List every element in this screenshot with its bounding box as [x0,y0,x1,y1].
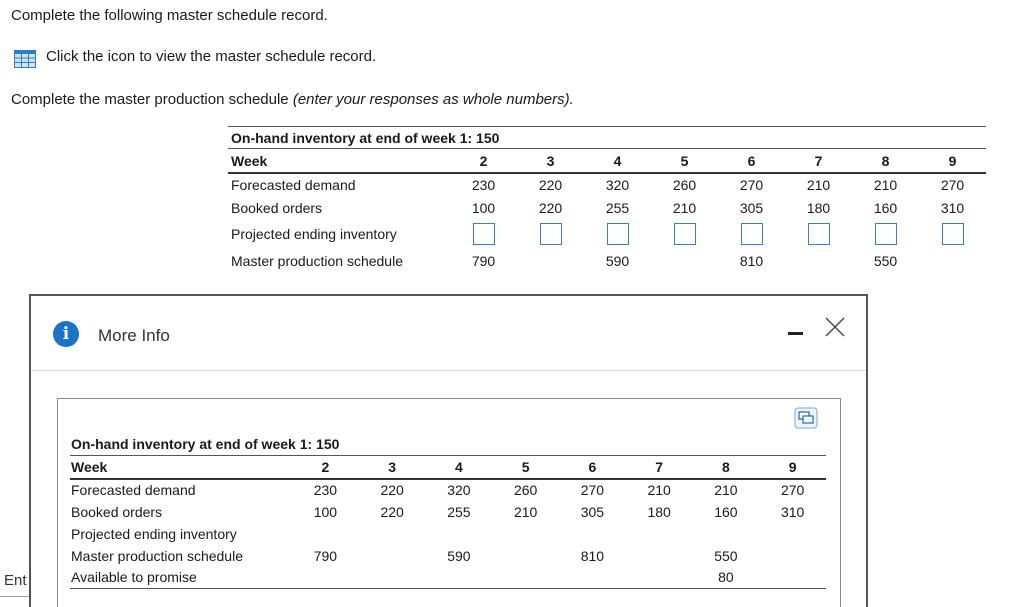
booked-cell: 180 [806,199,831,216]
mps-cell [785,249,852,273]
record-mps-cell: 550 [714,547,738,564]
booked-cell: 310 [940,199,965,216]
record-forecasted-label: Forecasted demand [71,482,196,498]
record-week-cell: 4 [426,456,493,479]
week-cell: 9 [919,149,986,173]
forecasted-demand-row [228,173,986,196]
week-cell: 2 [450,149,517,173]
record-projected-label: Projected ending inventory [71,525,237,542]
record-atp-cell [492,567,559,589]
record-forecasted-cell: 220 [380,482,404,498]
record-empty-cell [759,523,826,545]
forecasted-cell: 220 [538,177,563,193]
projected-inventory-input[interactable] [875,223,897,245]
mps-cell: 550 [873,253,898,269]
record-atp-cell [559,567,626,589]
projected-inventory-input-cell [651,219,718,249]
dialog-header [31,296,866,371]
master-schedule-record [70,433,826,589]
week-cell: 3 [517,149,584,173]
record-week-cell: 8 [693,456,760,479]
record-mps-cell: 590 [447,547,471,564]
week-cell: 4 [584,149,651,173]
projected-inventory-input[interactable] [741,223,763,245]
record-week-cell: 2 [292,456,359,479]
forecasted-cell: 320 [605,177,630,193]
week-row [228,149,986,173]
record-forecasted-cell: 270 [780,482,805,498]
mps-row [228,249,986,273]
record-booked-row [70,501,826,523]
record-booked-cell: 210 [513,503,538,520]
forecasted-cell: 270 [739,177,764,193]
booked-orders-label: Booked orders [231,199,323,216]
mps-cell [517,249,584,273]
projected-inventory-input[interactable] [607,223,629,245]
record-mps-label: Master production schedule [71,547,243,564]
instruction-click-icon: Click the icon to view the master schedule record. [46,48,377,65]
projected-inventory-input[interactable] [808,223,830,245]
record-week-cell: 3 [359,456,426,479]
record-mps-cell [359,545,426,567]
record-booked-cell: 255 [447,503,471,520]
projected-inventory-input-cell [919,219,986,249]
forecasted-cell: 210 [806,177,831,193]
record-empty-cell [559,523,626,545]
week-cell: 8 [852,149,919,173]
record-atp-cell: 80 [693,567,760,589]
projected-inventory-input[interactable] [540,223,562,245]
record-atp-cell [626,567,693,589]
record-forecasted-cell: 210 [714,482,738,498]
instruction-mps-italic: (enter your responses as whole numbers). [292,91,574,108]
more-info-dialog [29,294,868,607]
forecasted-cell: 260 [672,177,697,193]
booked-cell: 160 [873,199,898,216]
record-atp-cell [759,567,826,589]
record-forecasted-cell: 260 [513,482,538,498]
record-atp-cell [359,567,426,589]
forecasted-cell: 210 [873,177,898,193]
week-label: Week [228,149,450,173]
record-mps-cell [759,545,826,567]
record-forecasted-cell: 230 [313,482,338,498]
copy-icon[interactable] [794,407,818,429]
record-booked-cell: 180 [647,503,671,520]
record-booked-cell: 160 [714,503,738,520]
record-empty-cell [626,523,693,545]
record-mps-cell: 790 [313,547,338,564]
record-booked-cell: 310 [780,503,805,520]
instruction-complete-record: Complete the following master schedule record. [11,7,328,24]
record-atp-cell [292,567,359,589]
booked-cell: 255 [605,199,630,216]
forecasted-cell: 230 [471,177,496,193]
record-empty-cell [693,523,760,545]
on-hand-inventory-title: On-hand inventory at end of week 1: 150 [228,126,986,149]
projected-inventory-input[interactable] [473,223,495,245]
mps-cell: 590 [605,253,630,269]
background-text-fragment: Ent [4,572,27,589]
record-empty-cell [359,523,426,545]
instruction-complete-mps [11,91,574,108]
record-week-row [70,456,826,479]
forecasted-cell: 270 [940,177,965,193]
record-atp-row [70,567,826,589]
projected-inventory-input[interactable] [942,223,964,245]
projected-inventory-input-cell [718,219,785,249]
record-forecasted-cell: 270 [580,482,605,498]
record-mps-cell [492,545,559,567]
record-atp-label: Available to promise [70,567,292,589]
record-booked-cell: 220 [380,503,404,520]
record-forecasted-cell: 210 [647,482,671,498]
projected-inventory-input[interactable] [674,223,696,245]
record-empty-cell [426,523,493,545]
record-mps-cell: 810 [580,547,605,564]
record-panel [57,398,841,607]
week-cell: 5 [651,149,718,173]
record-projected-row [70,523,826,545]
projected-inventory-input-cell [450,219,517,249]
week-cell: 7 [785,149,852,173]
booked-cell: 220 [538,199,563,216]
minimize-icon[interactable] [788,326,806,340]
info-icon: i [53,321,79,347]
master-schedule-table [228,126,986,273]
record-booked-cell: 305 [580,503,605,520]
booked-cell: 305 [739,199,764,216]
record-forecasted-cell: 320 [447,482,471,498]
projected-inventory-input-cell [584,219,651,249]
booked-orders-row [228,196,986,219]
dialog-title: More Info [98,326,170,345]
mps-cell [651,249,718,273]
divider [0,596,30,597]
instruction-mps-main: Complete the master production schedule [11,91,293,108]
mps-cell: 810 [739,253,764,269]
record-week-label: Week [70,456,292,479]
record-booked-label: Booked orders [71,503,163,520]
record-title: On-hand inventory at end of week 1: 150 [71,436,340,452]
table-icon[interactable] [14,50,36,68]
record-forecasted-row [70,479,826,501]
mps-cell: 790 [471,253,496,269]
record-week-cell: 7 [626,456,693,479]
record-week-cell: 6 [559,456,626,479]
mps-cell [919,249,986,273]
projected-inventory-label: Projected ending inventory [231,226,397,242]
record-mps-cell [626,545,693,567]
record-booked-cell: 100 [313,503,338,520]
projected-inventory-input-cell [852,219,919,249]
projected-inventory-input-cell [785,219,852,249]
record-empty-cell [292,523,359,545]
record-mps-row [70,545,826,567]
booked-cell: 100 [471,199,496,216]
record-empty-cell [492,523,559,545]
projected-inventory-input-cell [517,219,584,249]
week-cell: 6 [718,149,785,173]
forecasted-demand-label: Forecasted demand [231,177,356,193]
booked-cell: 210 [672,199,697,216]
record-week-cell: 9 [759,456,826,479]
close-icon[interactable] [824,316,846,338]
record-atp-cell [426,567,493,589]
record-week-cell: 5 [492,456,559,479]
projected-inventory-row [228,219,986,249]
mps-label: Master production schedule [231,253,403,269]
